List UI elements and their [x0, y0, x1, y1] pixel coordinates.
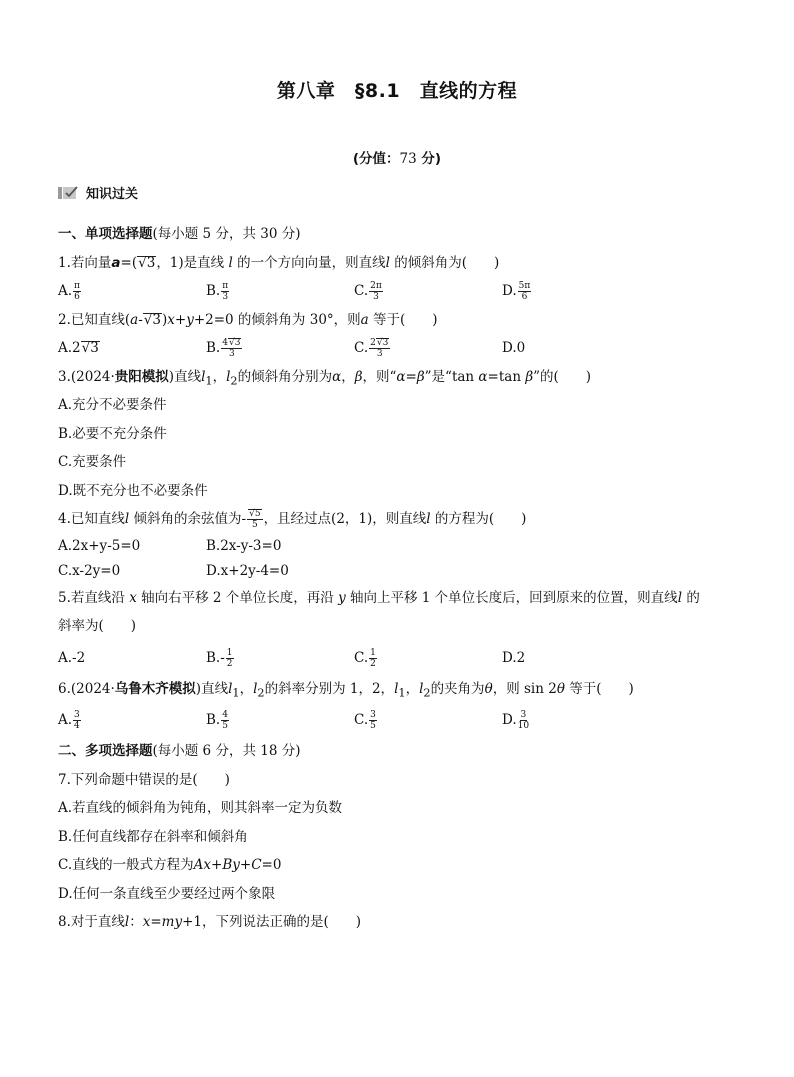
option-d[interactable]: D.任何一条直线至少要经过两个象限: [58, 885, 276, 902]
option-a[interactable]: A.2x+y-5=0: [58, 537, 141, 554]
question-5: 5.若直线沿 x 轴向右平移 2 个单位长度，再沿 y 轴向上平移 1 个单位长度后，回到原来的位置，则直线l 的: [58, 589, 700, 606]
option-d[interactable]: D.既不充分也不必要条件: [58, 482, 208, 499]
option-a[interactable]: A. $\frac{3}{4}$: [58, 710, 80, 731]
question-4-options-row1: [58, 534, 748, 559]
option-d[interactable]: D.2: [502, 649, 526, 666]
section-tag-label: 知识过关: [86, 187, 139, 202]
question-5-options: [58, 641, 748, 675]
option-d[interactable]: D.x+2y-4=0: [206, 562, 289, 579]
question-8: 8.对于直线l：x=my+1，下列说法正确的是( ): [58, 914, 362, 930]
score-line: [0, 147, 794, 167]
score-prefix: (分值：: [352, 151, 400, 167]
option-c[interactable]: C. $\frac{3}{5}$: [354, 710, 376, 731]
checklist-icon: [58, 186, 80, 200]
option-d[interactable]: D. $\frac{5\pi}{6}$: [502, 281, 531, 302]
option-d[interactable]: D.0: [502, 340, 526, 356]
part2-heading: 二、多项选择题(每小题 6 分，共 18 分): [58, 743, 301, 759]
section-tag: [58, 183, 138, 202]
question-1: 1.若向量a=(√3，1)是直线 l 的一个方向向量，则直线l 的倾斜角为( ): [58, 254, 500, 271]
option-b[interactable]: B.- $\frac{1}{2}$: [206, 647, 233, 669]
option-c[interactable]: C.直线的一般式方程为Ax+By+C=0: [58, 857, 282, 873]
option-a[interactable]: A.-2: [58, 649, 86, 666]
option-b[interactable]: B.任何直线都存在斜率和倾斜角: [58, 828, 248, 845]
option-b[interactable]: B.必要不充分条件: [58, 425, 167, 442]
option-c[interactable]: C. $\frac{1}{2}$: [354, 647, 376, 669]
option-a[interactable]: A. $\frac{\pi}{6}$: [58, 281, 80, 302]
option-a[interactable]: A.充分不必要条件: [58, 397, 167, 413]
question-6-options: [58, 703, 748, 737]
question-1-options: [58, 277, 748, 306]
question-6: 6.(2024·乌鲁木齐模拟)直线$l_1$，$l_2$的斜率分别为 1，2，$l_1$，$l_2$的夹角为θ，则 sin 2θ 等于( ): [58, 680, 634, 700]
option-c[interactable]: C. $\frac{2√3}{3}$: [354, 338, 389, 359]
option-d[interactable]: D. $\frac{3}{10}$: [502, 710, 530, 731]
sqrt: √3: [138, 254, 156, 271]
question-3: 3.(2024·贵阳模拟)直线$l_1$，$l_2$的倾斜角分别为α，β，则“α=β”是“tan α=tan β”的( ): [58, 368, 592, 388]
question-2: 2.已知直线(a-√3)x+y+2=0 的倾斜角为 30°，则a 等于( ): [58, 311, 438, 328]
score-suffix: 分): [416, 151, 442, 167]
option-b[interactable]: B. $\frac{4}{5}$: [206, 710, 228, 731]
question-4-options-row2: [58, 559, 748, 584]
option-a[interactable]: A.2√3: [58, 340, 99, 356]
option-b[interactable]: B.2x-y-3=0: [206, 537, 282, 554]
option-c[interactable]: C.充要条件: [58, 454, 127, 470]
question-4: 4.已知直线l 倾斜角的余弦值为- $\frac{√5}{5}$ ，且经过点(2，1)，则直线l 的方程为( ): [58, 509, 527, 530]
score-value: 73: [399, 151, 417, 167]
question-2-options: [58, 334, 748, 363]
question-list: [58, 220, 748, 937]
option-c[interactable]: C. $\frac{2\pi}{3}$: [354, 281, 382, 302]
question-7: 7.下列命题中错误的是( ): [58, 771, 230, 788]
question-5-cont: 斜率为( ): [58, 618, 137, 634]
option-b[interactable]: B. $\frac{\pi}{3}$: [206, 281, 229, 302]
part1-heading: 一、单项选择题(每小题 5 分，共 30 分): [58, 226, 301, 242]
option-c[interactable]: C.x-2y=0: [58, 562, 121, 579]
page-title: 第八章 §8.1 直线的方程: [276, 80, 518, 102]
option-b[interactable]: B. $\frac{4√3}{3}$: [206, 338, 241, 359]
option-a[interactable]: A.若直线的倾斜角为钝角，则其斜率一定为负数: [58, 800, 343, 816]
